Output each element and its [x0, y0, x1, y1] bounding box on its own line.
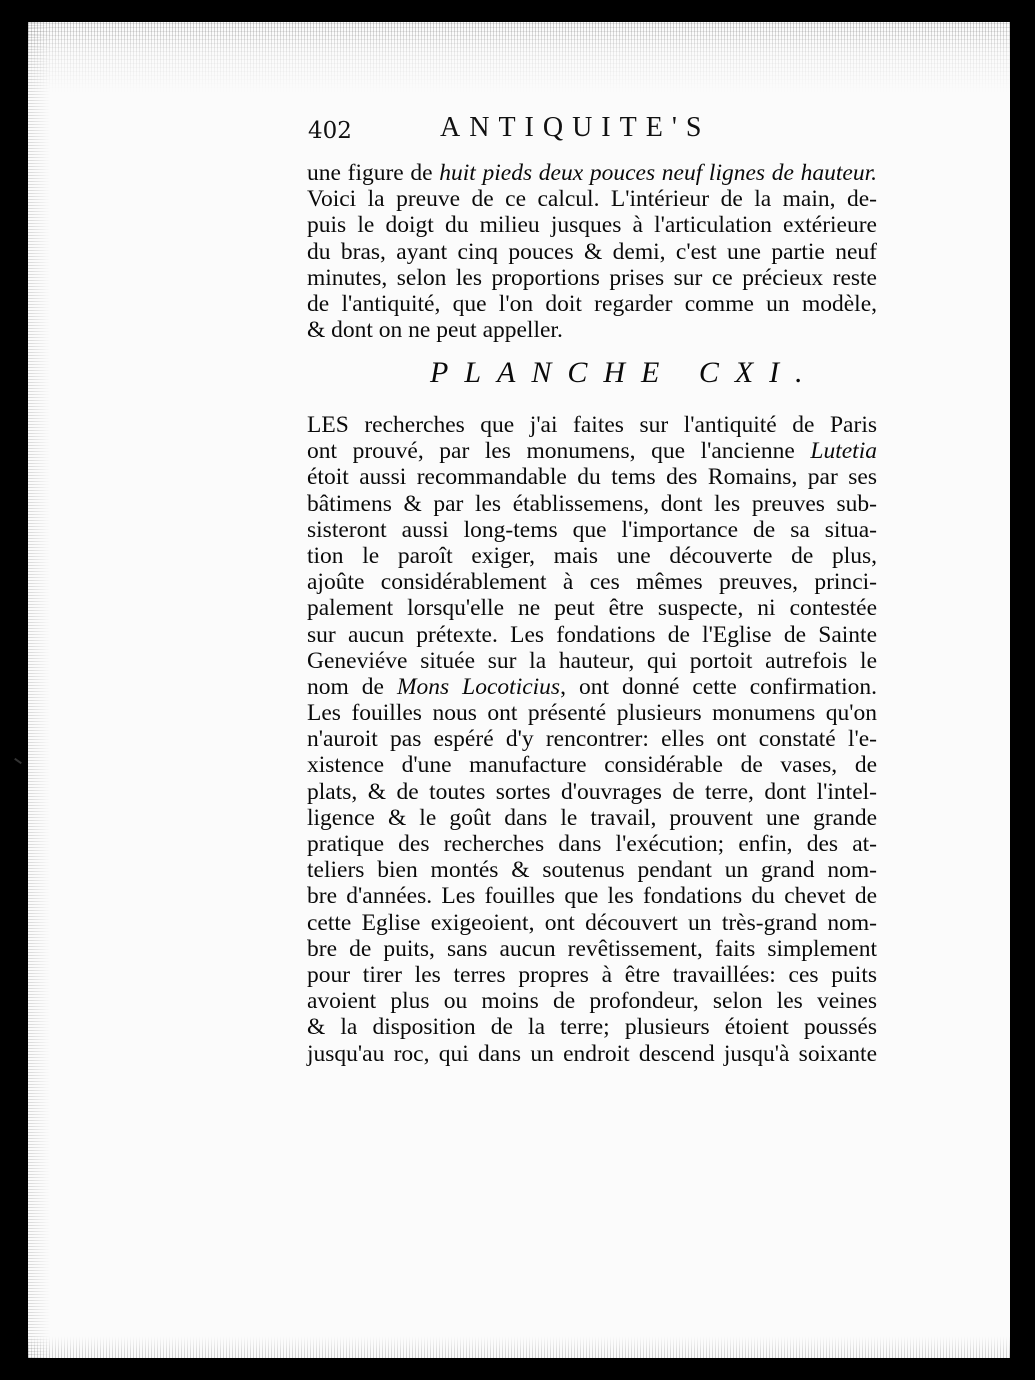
text-line: Voici la preuve de ce calcul. L'intérieur de la main, de-: [307, 186, 877, 213]
text-line: pour tirer les terres propres à être travaillées: ces puits: [307, 961, 877, 988]
page-number: 402: [308, 118, 352, 144]
text-run: , ont donné cette confirmation.: [560, 673, 878, 700]
text-line: ajoûte considérablement à ces mêmes preuves, princi-: [307, 569, 877, 596]
text-line: sur aucun prétexte. Les fondations de l'Eglise de Sainte: [307, 621, 877, 648]
text-line: [307, 438, 877, 464]
text-line: [307, 160, 877, 186]
text-run: nom de: [307, 673, 397, 700]
running-head: [308, 112, 888, 152]
continued-paragraph: [307, 160, 877, 343]
drop-word: LES: [307, 412, 349, 438]
scan-noise-bottom: [28, 1336, 1010, 1358]
text-line: tion le paroît exiger, mais une découverte de plus,: [307, 542, 877, 569]
text-line: minutes, selon les proportions prises sur ce précieux reste: [307, 264, 877, 291]
main-paragraph: [307, 412, 877, 1067]
italic-run: Mons Locoticius: [396, 673, 561, 700]
text-line: [307, 412, 877, 438]
text-line: palement lorsqu'elle ne peut être suspecte, ni contestée: [307, 595, 877, 622]
text-line: bre d'années. Les fouilles que les fondations du chevet de: [307, 883, 877, 910]
scan-noise-left: [28, 22, 50, 1358]
text-line: puis le doigt du milieu jusques à l'articulation extérieure: [307, 212, 877, 239]
text-line: & la disposition de la terre; plusieurs étoient poussés: [307, 1014, 877, 1041]
text-line: bre de puits, sans aucun revêtissement, faits simplement: [307, 935, 877, 962]
text-line: xistence d'une manufacture considérable de vases, de: [307, 752, 877, 779]
text-line: de l'antiquité, que l'on doit regarder comme un modèle,: [307, 290, 877, 317]
text-line: n'auroit pas espéré d'y rencontrer: elles ont constaté l'e-: [307, 726, 877, 753]
text-line: & dont on ne peut appeller.: [307, 317, 563, 344]
running-title: ANTIQUITE'S: [440, 112, 711, 143]
text-line: bâtimens & par les établissemens, dont les preuves sub-: [307, 490, 877, 517]
text-line: pratique des recherches dans l'exécution; enfin, des at-: [307, 831, 877, 857]
text-line: jusqu'au roc, qui dans un endroit descend jusqu'à soixante: [307, 1040, 877, 1067]
italic-run: Lutetia: [810, 438, 877, 465]
text-run: une figure de: [307, 160, 440, 186]
text-line: teliers bien montés & soutenus pendant un grand nom-: [307, 857, 877, 884]
text-line: [307, 674, 877, 700]
text-line: cette Eglise exigeoient, ont découvert un très-grand nom-: [307, 909, 877, 936]
text-line: ligence & le goût dans le travail, prouvent une grande: [307, 804, 877, 831]
plate-heading: PLANCHE CXI.: [430, 356, 819, 389]
text-line: sisteront aussi long-tems que l'importance de sa situa-: [307, 516, 877, 543]
text-line: Les fouilles nous ont présenté plusieurs monumens qu'on: [307, 700, 877, 727]
scan-noise-top: [28, 22, 1010, 92]
text-line: étoit aussi recommandable du tems des Romains, par ses: [307, 464, 877, 491]
text-line: du bras, ayant cinq pouces & demi, c'est une partie neuf: [307, 238, 877, 265]
text-line: plats, & de toutes sortes d'ouvrages de terre, dont l'intel-: [307, 778, 877, 805]
scan-speck: [14, 758, 22, 764]
text-run: recherches que j'ai faites sur l'antiquité de Paris: [348, 412, 877, 438]
italic-run: huit pieds deux pouces neuf lignes de hauteur.: [439, 160, 877, 186]
text-run: ont prouvé, par les monumens, que l'ancienne: [307, 438, 811, 465]
text-line: avoient plus ou moins de profondeur, selon les veines: [307, 988, 877, 1015]
text-line: Geneviéve située sur la hauteur, qui portoit autrefois le: [307, 647, 877, 674]
